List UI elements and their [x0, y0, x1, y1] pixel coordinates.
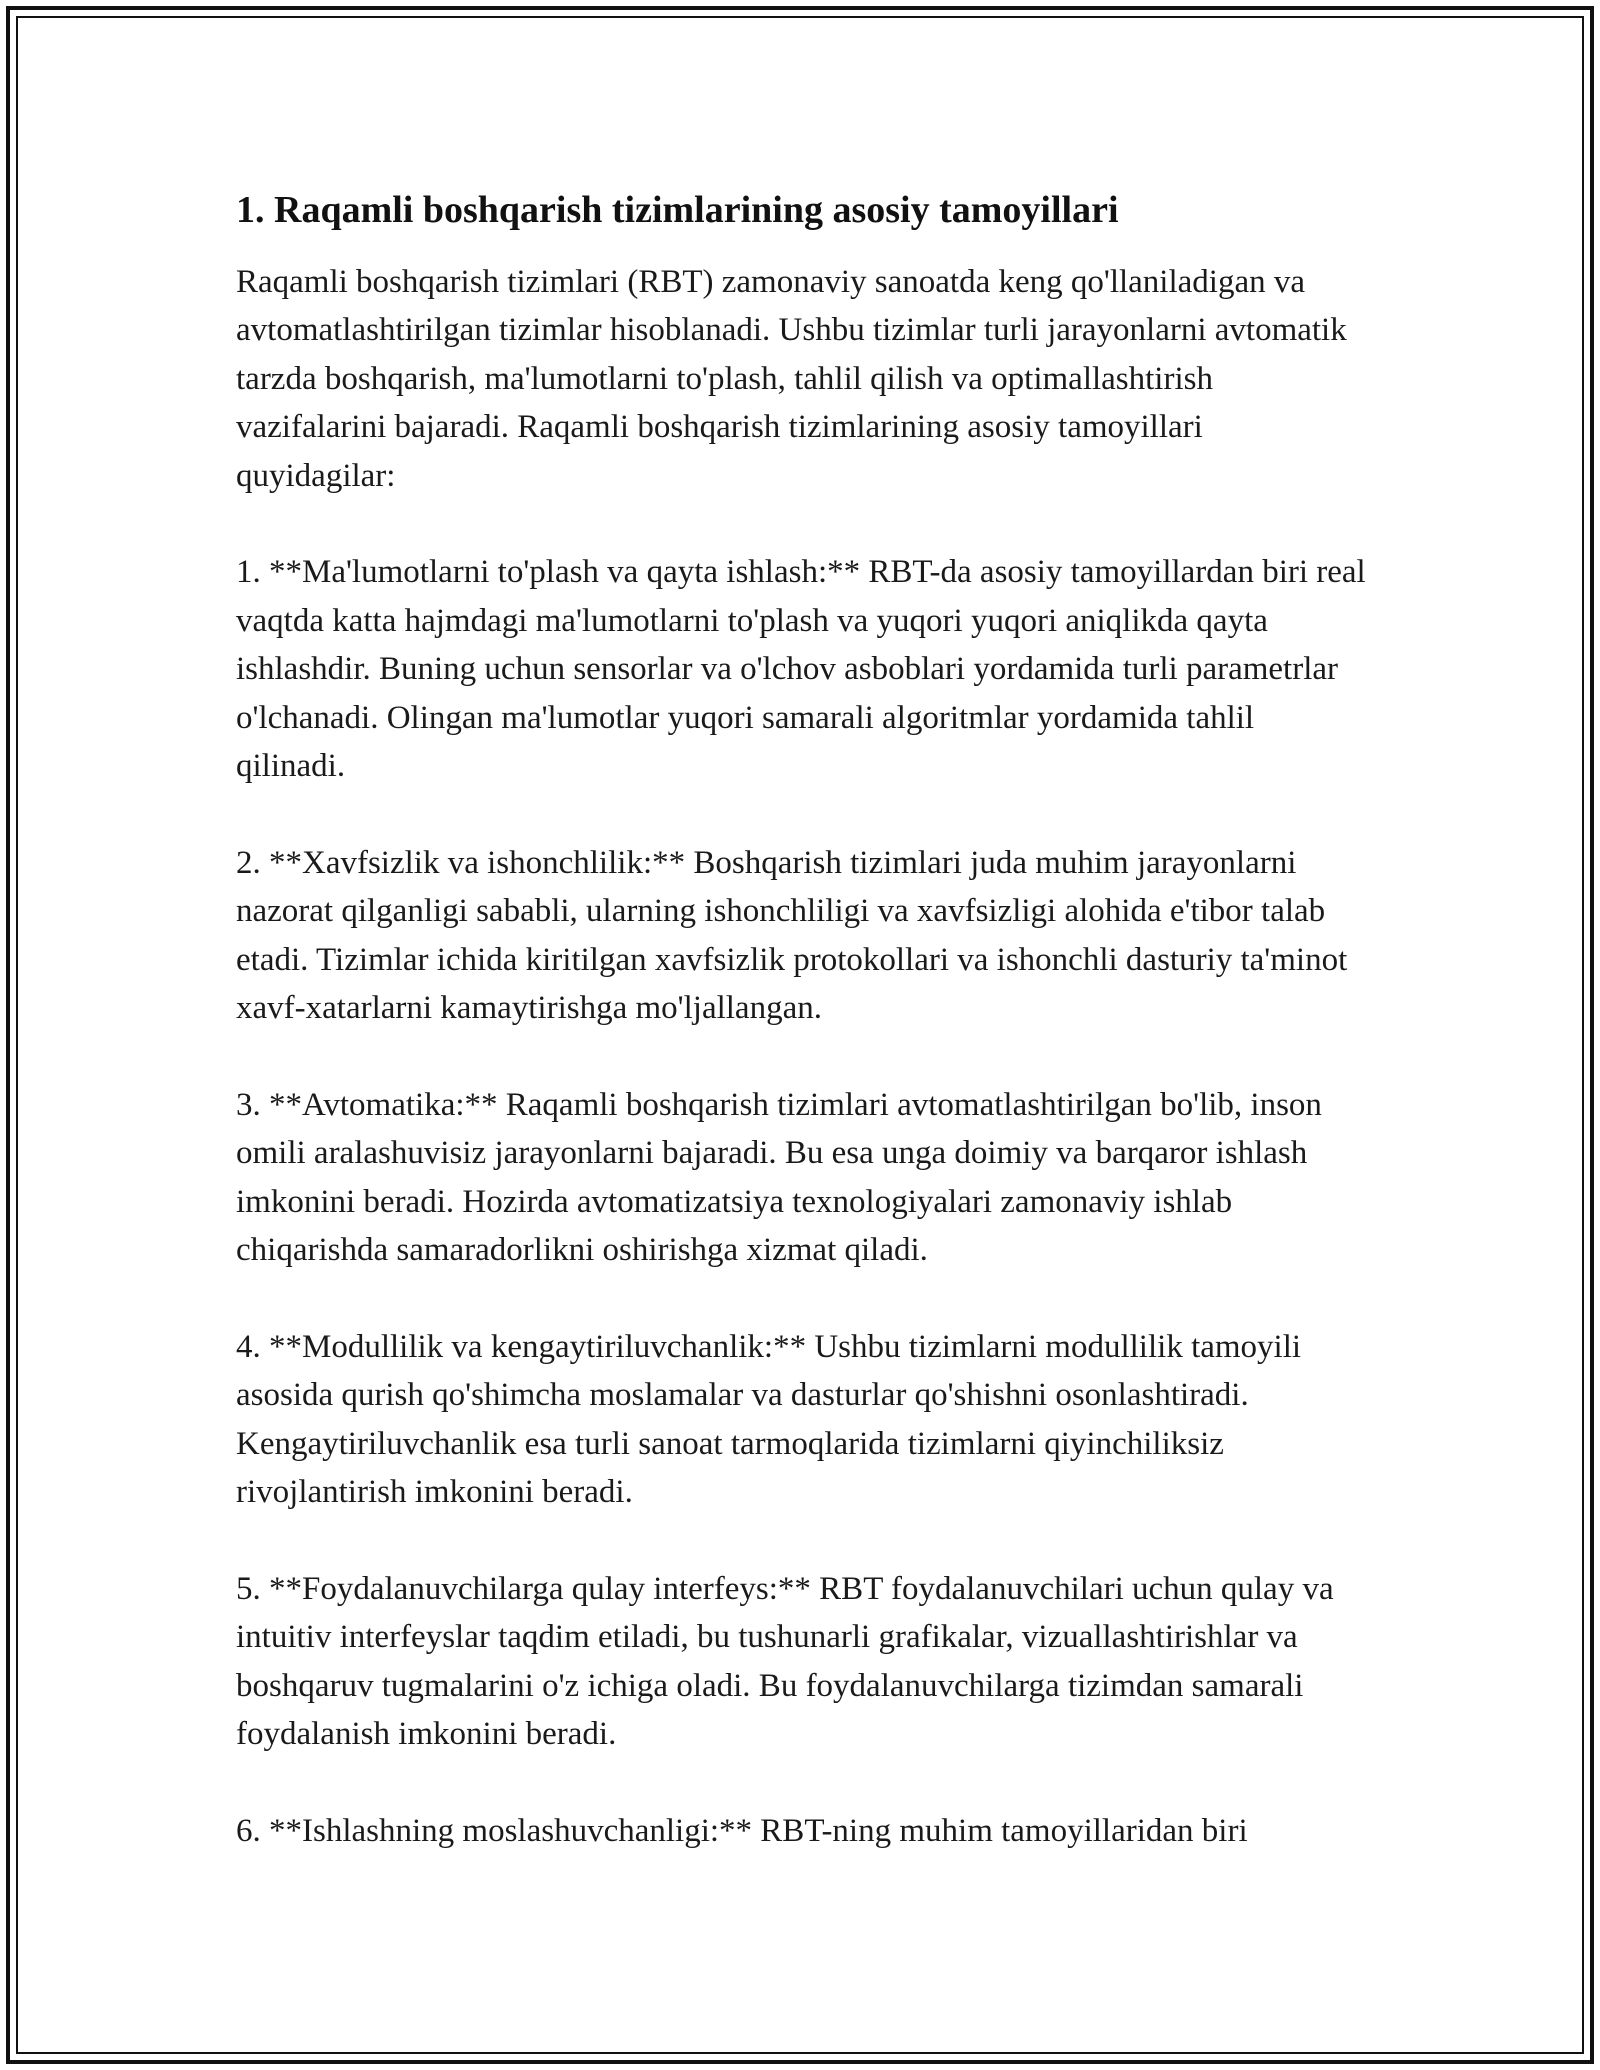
document-body	[236, 186, 1366, 1855]
principle-data-collection: 1. **Ma'lumotlarni to'plash va qayta ishlash:** RBT-da asosiy tamoyillardan biri real vaqtda katta hajmdagi ma'lumotlarni to'plash va yuqori yuqori aniqlikda qayta ishlashdir. Buning uchun sensorlar va o'lchov asboblari yordamida turli parametrlar o'lchanadi. Olingan ma'lumotlar yuqori samarali algoritmlar yordamida tahlil qilinadi.	[236, 554, 1366, 785]
principle-user-interface: 5. **Foydalanuvchilarga qulay interfeys:** RBT foydalanuvchilari uchun qulay va intuitiv interfeyslar taqdim etiladi, bu tushunarli grafikalar, vizuallashtirishlar va boshqaruv tugmalarini o'z ichiga oladi. Bu foydalanuvchilarga tizimdan samarali foydalanish imkonini beradi.	[236, 1570, 1334, 1753]
principle-safety-reliability: 2. **Xavfsizlik va ishonchlilik:** Boshqarish tizimlari juda muhim jarayonlarni nazorat qilganligi sababli, ularning ishonchliligi va xavfsizligi alohida e'tibor talab etadi. Tizimlar ichida kiritilgan xavfsizlik protokollari va ishonchli dasturiy ta'minot xavf-xatarlarni kamaytirishga mo'ljallangan.	[236, 844, 1348, 1027]
principle-flexibility: 6. **Ishlashning moslashuvchanligi:** RBT-ning muhim tamoyillaridan biri	[236, 1812, 1248, 1849]
principle-modularity: 4. **Modullilik va kengaytiriluvchanlik:** Ushbu tizimlarni modullilik tamoyili asosida qurish qo'shimcha moslamalar va dasturlar qo'shishni osonlashtiradi. Kengaytiriluvchanlik esa turli sanoat tarmoqlarida tizimlarni qiyinchiliksiz rivojlantirish imkonini beradi.	[236, 1328, 1302, 1511]
intro-paragraph: Raqamli boshqarish tizimlari (RBT) zamonaviy sanoatda keng qo'llaniladigan va avtomatlashtirilgan tizimlar hisoblanadi. Ushbu tizimlar turli jarayonlarni avtomatik tarzda boshqarish, ma'lumotlarni to'plash, tahlil qilish va optimallashtirish vazifalarini bajaradi. Raqamli boshqarish tizimlarining asosiy tamoyillari quyidagilar:	[236, 264, 1347, 494]
principle-automation: 3. **Avtomatika:** Raqamli boshqarish tizimlari avtomatlashtirilgan bo'lib, inson omili aralashuvisiz jarayonlarni bajaradi. Bu esa unga doimiy va barqaror ishlash imkonini beradi. Hozirda avtomatizatsiya texnologiyalari zamonaviy ishlab chiqarishda samaradorlikni oshirishga xizmat qiladi.	[236, 1086, 1322, 1269]
section-heading: 1. Raqamli boshqarish tizimlarining asosiy tamoyillari	[236, 189, 1119, 231]
